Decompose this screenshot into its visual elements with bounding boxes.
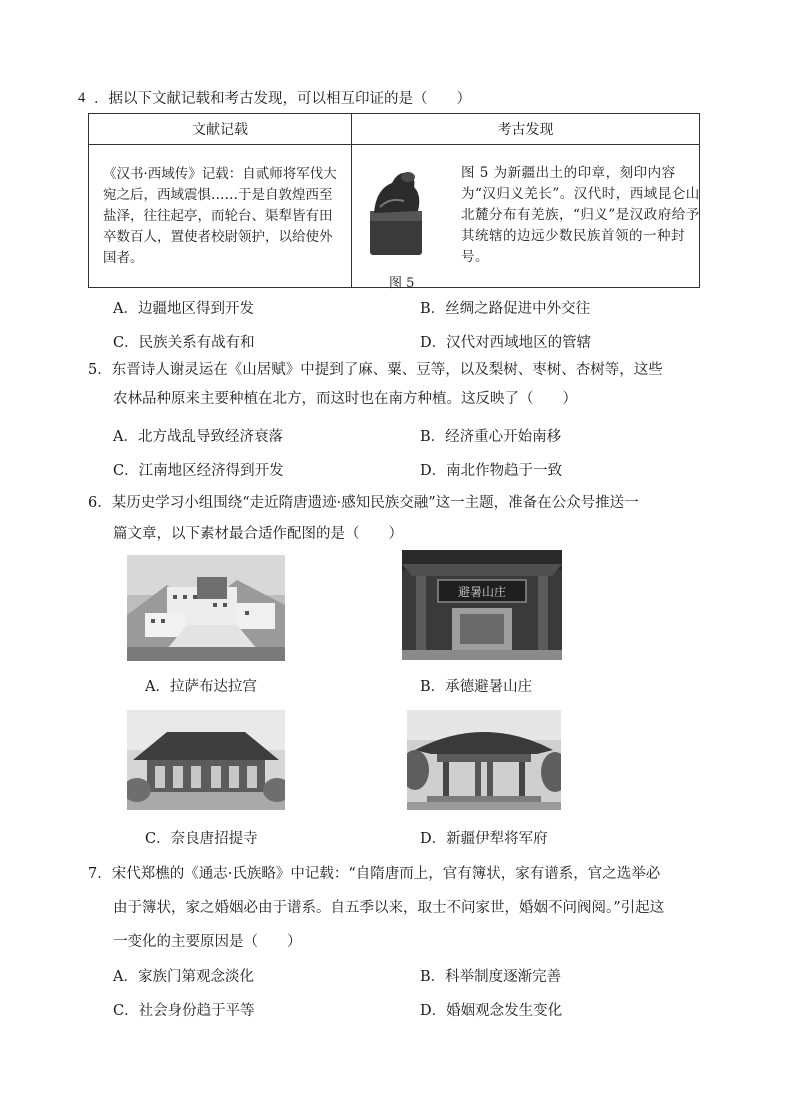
yili-generals-mansion-photo bbox=[407, 710, 561, 810]
q7-stem-line2: 由于簿状，家之婚姻必由于谱系。自五季以来，取士不问家世，婚姻不问阀阅。”引起这 bbox=[113, 900, 665, 916]
chengde-resort-gate-photo bbox=[402, 550, 562, 660]
q6-option-d[interactable]: D．新疆伊犁将军府 bbox=[420, 831, 548, 847]
potala-palace-photo bbox=[127, 555, 285, 661]
q7-stem-line1: 7．宋代郑樵的《通志·氏族略》中记载：“自隋唐而上，官有簿状，家有谱系，官之选举必 bbox=[88, 866, 661, 882]
q5-option-c[interactable]: C．江南地区经济得到开发 bbox=[113, 463, 284, 479]
q7-stem-line3: 一变化的主要原因是（ ） bbox=[113, 934, 302, 950]
plaque-text: 避暑山庄 bbox=[457, 585, 507, 599]
han-seal-image bbox=[364, 153, 428, 263]
q7-option-b[interactable]: B．科举制度逐渐完善 bbox=[420, 969, 562, 985]
documents-text: 《汉书·西域传》记载：自贰师将军伐大宛之后，西域震惧……于是自敦煌西至盐泽，往往起亭，而轮台、渠犁皆有田卒数百人，置使者校尉领护，以给使外国者。 bbox=[89, 145, 352, 288]
q6-stem-line2: 篇文章，以下素材最合适作配图的是（ ） bbox=[113, 526, 403, 542]
q4-source-table bbox=[88, 113, 700, 291]
q4-option-c[interactable]: C．民族关系有战有和 bbox=[113, 335, 255, 351]
archaeology-cell bbox=[352, 145, 700, 291]
q7-option-c[interactable]: C．社会身份趋于平等 bbox=[113, 1003, 255, 1019]
q6-option-b[interactable]: B．承德避暑山庄 bbox=[420, 679, 533, 695]
q5-option-b[interactable]: B．经济重心开始南移 bbox=[420, 429, 562, 445]
q4-stem: ．据以下文献记载和考古发现，可以相互印证的是（ ） bbox=[94, 91, 471, 107]
q7-option-d[interactable]: D．婚姻观念发生变化 bbox=[420, 1003, 563, 1019]
q6-stem-line1: 6．某历史学习小组围绕“走近隋唐遗迹·感知民族交融”这一主题，准备在公众号推送一 bbox=[88, 495, 639, 511]
q5-stem-line1: 5．东晋诗人谢灵运在《山居赋》中提到了麻、粟、豆等，以及梨树、枣树、杏树等，这些 bbox=[88, 362, 663, 378]
archaeology-text: 图 5 为新疆出土的印章，刻印内容为“汉归义羌长”。汉代时，西域昆仑山北麓分布有羌族，“归义”是汉政府给予其统辖的边远少数民族首领的一种封号。 bbox=[461, 165, 700, 265]
q5-option-a[interactable]: A．北方战乱导致经济衰落 bbox=[113, 429, 283, 445]
table-header-documents: 文献记载 bbox=[89, 114, 352, 145]
q4-option-b[interactable]: B．丝绸之路促进中外交往 bbox=[420, 301, 591, 317]
q4-option-a[interactable]: A．边疆地区得到开发 bbox=[113, 301, 254, 317]
q6-option-a[interactable]: A．拉萨布达拉宫 bbox=[145, 679, 257, 695]
toshodaiji-temple-photo bbox=[127, 710, 285, 810]
q7-option-a[interactable]: A．家族门第观念淡化 bbox=[113, 969, 254, 985]
q5-option-d[interactable]: D．南北作物趋于一致 bbox=[420, 463, 563, 479]
figure-5-caption: 图 5 bbox=[389, 276, 415, 291]
q4-number: 4 bbox=[78, 90, 86, 106]
q6-option-c[interactable]: C．奈良唐招提寺 bbox=[145, 831, 258, 847]
q5-stem-line2: 农林品种原来主要种植在北方，而这时也在南方种植。这反映了（ ） bbox=[113, 391, 577, 407]
table-header-archaeology: 考古发现 bbox=[352, 114, 700, 145]
q4-option-d[interactable]: D．汉代对西域地区的管辖 bbox=[420, 335, 592, 351]
